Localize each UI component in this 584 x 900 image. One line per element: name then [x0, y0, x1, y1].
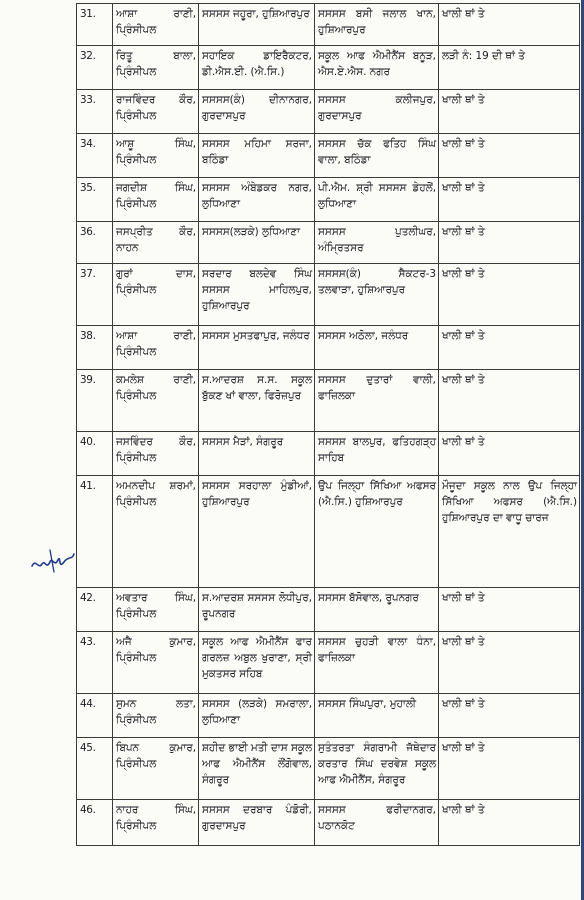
serial-number: 34.	[80, 138, 96, 150]
remarks: ਖਾਲੀ ਥਾਂ ਤੇ	[442, 182, 485, 194]
current-posting-cell	[199, 222, 315, 264]
table-row	[77, 370, 580, 432]
new-posting: ਸਸਸਸ ਫਰੀਦਾਨਗਰ, ਪਠਾਨਕੋਟ	[318, 804, 436, 832]
table-row	[77, 738, 580, 800]
current-posting-cell	[199, 800, 315, 846]
new-posting: ਸਸਸਸ ਸਿੰਘਪੁਰਾ, ਮੁਹਾਲੀ	[318, 698, 417, 710]
officer-name: ਨਾਹਰ ਸਿੰਘ, ਪ੍ਰਿੰਸੀਪਲ	[116, 804, 196, 832]
remarks: ਖਾਲੀ ਥਾਂ ਤੇ	[442, 698, 485, 710]
current-posting: ਸਹਾਇਕ ਡਾਇਰੈਕਟਰ, ਡੀ.ਐਸ.ਈ. (ਐ.ਸਿ.)	[202, 50, 312, 78]
remarks-cell	[439, 632, 580, 694]
handwritten-signature	[28, 540, 78, 580]
remarks: ਮੌਜੂਦਾ ਸਕੂਲ ਨਾਲ ਉਪ ਜਿਲ੍ਹਾ ਸਿੱਖਿਆ ਅਫਸਰ (ਐ.ਸਿ.) ਹੁਸ਼ਿਆਰਪੁਰ ਦਾ ਵਾਧੂ ਚਾਰਜ	[442, 480, 577, 524]
serial-number-cell	[77, 134, 113, 178]
serial-number: 37.	[80, 268, 96, 280]
officer-name-cell	[113, 370, 199, 432]
serial-number-cell	[77, 46, 113, 90]
new-posting-cell	[315, 694, 439, 738]
remarks-cell	[439, 134, 580, 178]
current-posting: ਸਸਸਸ(ਕੰ) ਦੀਨਾਨਗਰ, ਗੁਰਦਾਸਪੁਰ	[202, 94, 312, 122]
officer-name-cell	[113, 178, 199, 222]
current-posting: ਸਸਸਸ ਮੁਸਤਫਾਪੁਰ, ਜਲੰਧਰ	[202, 330, 310, 342]
remarks-cell	[439, 178, 580, 222]
serial-number: 41.	[80, 480, 96, 492]
remarks: ਖਾਲੀ ਥਾਂ ਤੇ	[442, 94, 485, 106]
officer-name: ਬਿਪਨ ਕੁਮਾਰ, ਪ੍ਰਿੰਸੀਪਲ	[116, 742, 196, 770]
remarks: ਖਾਲੀ ਥਾਂ ਤੇ	[442, 138, 485, 150]
table-row	[77, 632, 580, 694]
remarks-cell	[439, 264, 580, 326]
remarks-cell	[439, 476, 580, 588]
remarks-cell	[439, 432, 580, 476]
officer-name-cell	[113, 588, 199, 632]
serial-number-cell	[77, 476, 113, 588]
new-posting: ਸਕੂਲ ਆਫ ਐਮੀਨੈਂਸ ਬਨੂੜ, ਐਸ.ਏ.ਐਸ. ਨਗਰ	[318, 50, 436, 78]
current-posting-cell	[199, 90, 315, 134]
serial-number-cell	[77, 264, 113, 326]
current-posting: ਸਸਸਸ ਮੈੜਾਂ, ਸੰਗਰੂਰ	[202, 436, 284, 448]
serial-number: 38.	[80, 330, 96, 342]
serial-number: 35.	[80, 182, 96, 194]
table-row	[77, 90, 580, 134]
table-row	[77, 134, 580, 178]
serial-number: 43.	[80, 636, 96, 648]
new-posting-cell	[315, 476, 439, 588]
current-posting: ਸਕੂਲ ਆਫ ਐਮੀਨੈਂਸ ਫਾਰ ਗਰਲਜ਼ ਅਬੁਲ ਖੁਰਾਣਾ, ਸ੍ਰੀ ਮੁਕਤਸਰ ਸਹਿਬ	[202, 636, 312, 680]
new-posting: ਸੁਤੰਤਰਤਾ ਸੰਗਰਾਮੀ ਜੱਥੇਦਾਰ ਕਰਤਾਰ ਸਿੰਘ ਦਰਵੇਸ਼ ਸਕੂਲ ਆਫ ਐਮੀਨੈਂਸ, ਸੰਗਰੂਰ	[318, 742, 436, 786]
new-posting-cell	[315, 432, 439, 476]
new-posting-cell	[315, 800, 439, 846]
remarks: ਖਾਲੀ ਥਾਂ ਤੇ	[442, 436, 485, 448]
serial-number: 33.	[80, 94, 96, 106]
new-posting: ਸਸਸਸ ਬੱਸੋਵਾਲ, ਰੂਪਨਗਰ	[318, 592, 419, 604]
serial-number: 46.	[80, 804, 96, 816]
officer-name-cell	[113, 134, 199, 178]
current-posting: ਸ.ਆਦਰਸ਼ ਸਸਸਸ ਲੋਧੀਪੁਰ, ਰੂਪਨਗਰ	[202, 592, 312, 620]
current-posting-cell	[199, 178, 315, 222]
officer-name: ਗੁਰਾਂ ਦਾਸ, ਪ੍ਰਿੰਸੀਪਲ	[116, 268, 196, 296]
new-posting-cell	[315, 178, 439, 222]
current-posting-cell	[199, 476, 315, 588]
serial-number: 40.	[80, 436, 96, 448]
table-row	[77, 46, 580, 90]
remarks-cell	[439, 800, 580, 846]
current-posting: ਸਸਸਸ ਦਰਬਾਰ ਪੰਡੋਰੀ, ਗੁਰਦਾਸਪੁਰ	[202, 804, 312, 832]
new-posting-cell	[315, 632, 439, 694]
remarks: ਖਾਲੀ ਥਾਂ ਤੇ	[442, 226, 485, 238]
officer-name: ਜਸਪ੍ਰੀਤ ਕੌਰ, ਨਾਹਨ	[116, 226, 196, 254]
remarks: ਲੜੀ ਨੰ: 19 ਦੀ ਥਾਂ ਤੇ	[442, 50, 525, 62]
serial-number-cell	[77, 694, 113, 738]
remarks-cell	[439, 738, 580, 800]
current-posting: ਸਸਸਸ ਸਰਹਾਲਾ ਮੁੰਡੀਆਂ, ਹੁਸ਼ਿਆਰਪੁਰ	[202, 480, 312, 508]
current-posting: ਸਸਸਸ ਜਹੂਰਾ, ਹੁਸ਼ਿਆਰਪੁਰ	[202, 8, 310, 20]
officer-name-cell	[113, 46, 199, 90]
current-posting-cell	[199, 134, 315, 178]
new-posting-cell	[315, 588, 439, 632]
serial-number: 32.	[80, 50, 96, 62]
current-posting: ਸਸਸਸ (ਲੜਕੇ) ਸਮਰਾਲਾ, ਲੁਧਿਆਣਾ	[202, 698, 312, 726]
officer-name: ਕਮਲੇਸ਼ ਰਾਣੀ, ਪ੍ਰਿੰਸੀਪਲ	[116, 374, 196, 402]
new-posting-cell	[315, 90, 439, 134]
serial-number: 39.	[80, 374, 96, 386]
new-posting: ਸਸਸਸ ਅਠੋਲਾ, ਜਲੰਧਰ	[318, 330, 409, 342]
current-posting: ਸ.ਆਦਰਸ਼ ਸ.ਸ. ਸਕੂਲ ਬੁੱਕਣ ਖਾਂ ਵਾਲਾ, ਫਿਰੋਜ਼ਪੁਰ	[202, 374, 312, 402]
officer-name: ਆਸ਼ਾ ਰਾਣੀ, ਪ੍ਰਿੰਸੀਪਲ	[116, 330, 196, 358]
new-posting-cell	[315, 264, 439, 326]
table-row	[77, 264, 580, 326]
officer-name-cell	[113, 632, 199, 694]
new-posting-cell	[315, 326, 439, 370]
serial-number: 36.	[80, 226, 96, 238]
officer-name: ਸੁਮਨ ਲਤਾ, ਪ੍ਰਿੰਸੀਪਲ	[116, 698, 196, 726]
officer-name-cell	[113, 222, 199, 264]
current-posting: ਸਸਸਸ ਅੰਬੇਡਕਰ ਨਗਰ, ਲੁਧਿਆਣਾ	[202, 182, 312, 210]
serial-number: 45.	[80, 742, 96, 754]
officer-name-cell	[113, 326, 199, 370]
new-posting-cell	[315, 46, 439, 90]
officer-name-cell	[113, 264, 199, 326]
remarks: ਖਾਲੀ ਥਾਂ ਤੇ	[442, 742, 485, 754]
officer-name-cell	[113, 800, 199, 846]
current-posting-cell	[199, 46, 315, 90]
officer-name-cell	[113, 476, 199, 588]
remarks: ਖਾਲੀ ਥਾਂ ਤੇ	[442, 804, 485, 816]
serial-number-cell	[77, 222, 113, 264]
remarks-cell	[439, 370, 580, 432]
officer-name-cell	[113, 4, 199, 46]
table-row	[77, 326, 580, 370]
remarks: ਖਾਲੀ ਥਾਂ ਤੇ	[442, 374, 485, 386]
remarks-cell	[439, 588, 580, 632]
new-posting: ਸਸਸਸ(ਕੰ) ਸੈਕਟਰ-3 ਤਲਵਾੜਾ, ਹੁਸ਼ਿਆਰਪੁਰ	[318, 268, 436, 296]
current-posting-cell	[199, 694, 315, 738]
new-posting-cell	[315, 738, 439, 800]
current-posting-cell	[199, 264, 315, 326]
serial-number: 42.	[80, 592, 96, 604]
new-posting: ਸਸਸਸ ਦੁਤਾਰਾਂ ਵਾਲੀ, ਫਾਜ਼ਿਲਕਾ	[318, 374, 436, 402]
new-posting: ਸਸਸਸ ਕਲੀਜਪੁਰ, ਗੁਰਦਾਸਪੁਰ	[318, 94, 436, 122]
new-posting-cell	[315, 222, 439, 264]
officer-name: ਜਸਵਿੰਦਰ ਕੌਰ, ਪ੍ਰਿੰਸੀਪਲ	[116, 436, 196, 464]
table-row	[77, 178, 580, 222]
remarks-cell	[439, 46, 580, 90]
table-row	[77, 476, 580, 588]
remarks-cell	[439, 4, 580, 46]
table-row	[77, 432, 580, 476]
table-row	[77, 694, 580, 738]
serial-number-cell	[77, 90, 113, 134]
current-posting: ਸ਼ਹੀਦ ਭਾਈ ਮਤੀ ਦਾਸ ਸਕੂਲ ਆਫ ਐਮੀਨੈਂਸ ਲੌਂਗੋਵਾਲ, ਸੰਗਰੂਰ	[202, 742, 312, 786]
remarks-cell	[439, 326, 580, 370]
current-posting-cell	[199, 432, 315, 476]
current-posting: ਸਸਸਸ ਮਹਿਮਾ ਸਰਜਾ, ਬਠਿੰਡਾ	[202, 138, 312, 166]
current-posting-cell	[199, 588, 315, 632]
new-posting-cell	[315, 134, 439, 178]
officer-name-cell	[113, 738, 199, 800]
current-posting-cell	[199, 632, 315, 694]
new-posting-cell	[315, 370, 439, 432]
current-posting-cell	[199, 370, 315, 432]
officer-name: ਰਾਜਵਿੰਦਰ ਕੌਰ, ਪ੍ਰਿੰਸੀਪਲ	[116, 94, 196, 122]
new-posting: ਉਪ ਜਿਲ੍ਹਾ ਸਿੱਖਿਆ ਅਫਸਰ (ਐ.ਸਿ.) ਹੁਸ਼ਿਆਰਪੁਰ	[318, 480, 436, 508]
serial-number: 44.	[80, 698, 96, 710]
serial-number-cell	[77, 432, 113, 476]
remarks-cell	[439, 90, 580, 134]
current-posting-cell	[199, 4, 315, 46]
serial-number-cell	[77, 178, 113, 222]
table-row	[77, 4, 580, 46]
serial-number-cell	[77, 588, 113, 632]
serial-number-cell	[77, 370, 113, 432]
new-posting: ਪੀ.ਐਮ. ਸ਼੍ਰੀ ਸਸਸਸ ਡੇਹਲੋਂ, ਲੁਧਿਆਣਾ	[318, 182, 436, 210]
serial-number-cell	[77, 4, 113, 46]
serial-number-cell	[77, 326, 113, 370]
officer-name: ਅਮਨਦੀਪ ਸ਼ਰਮਾਂ, ਪ੍ਰਿੰਸੀਪਲ	[116, 480, 196, 508]
remarks: ਖਾਲੀ ਥਾਂ ਤੇ	[442, 8, 485, 20]
table-row	[77, 588, 580, 632]
officer-name: ਆਸ਼ੂ ਸਿੰਘ, ਪ੍ਰਿੰਸੀਪਲ	[116, 138, 196, 166]
officer-name-cell	[113, 694, 199, 738]
serial-number-cell	[77, 800, 113, 846]
new-posting: ਸਸਸਸ ਬਸੀ ਜਲਾਲ ਖਾਨ, ਹੁਸ਼ਿਆਰਪੁਰ	[318, 8, 436, 36]
remarks: ਖਾਲੀ ਥਾਂ ਤੇ	[442, 268, 485, 280]
officer-name: ਜਗਦੀਸ਼ ਸਿੰਘ, ਪ੍ਰਿੰਸੀਪਲ	[116, 182, 196, 210]
current-posting: ਸਰਦਾਰ ਬਲਦੇਵ ਸਿੰਘ ਸਸਸਸ ਮਾਹਿਲਪੁਰ, ਹੁਸ਼ਿਆਰਪੁਰ	[202, 268, 312, 312]
officer-name-cell	[113, 432, 199, 476]
transfer-table-body	[77, 4, 580, 846]
officer-name-cell	[113, 90, 199, 134]
remarks: ਖਾਲੀ ਥਾਂ ਤੇ	[442, 330, 485, 342]
table-row	[77, 800, 580, 846]
remarks: ਖਾਲੀ ਥਾਂ ਤੇ	[442, 592, 485, 604]
current-posting-cell	[199, 738, 315, 800]
new-posting: ਸਸਸਸ ਚੁਹੜੀ ਵਾਲਾ ਧੰਨਾ, ਫਾਜ਼ਿਲਕਾ	[318, 636, 436, 664]
new-posting: ਸਸਸਸ ਚੱਕ ਫਤਿਹ ਸਿੰਘ ਵਾਲਾ, ਬਠਿੰਡਾ	[318, 138, 436, 166]
new-posting: ਸਸਸਸ ਪੁਤਲੀਘਰ, ਅੰਮ੍ਰਿਤਸਰ	[318, 226, 436, 254]
serial-number: 31.	[80, 8, 96, 20]
new-posting: ਸਸਸਸ ਬਾਲਪੁਰ, ਫਤਿਹਗੜ੍ਹ ਸਾਹਿਬ	[318, 436, 436, 464]
remarks: ਖਾਲੀ ਥਾਂ ਤੇ	[442, 636, 485, 648]
current-posting-cell	[199, 326, 315, 370]
serial-number-cell	[77, 738, 113, 800]
remarks-cell	[439, 222, 580, 264]
table-row	[77, 222, 580, 264]
new-posting-cell	[315, 4, 439, 46]
officer-name: ਅਜੈ ਕੁਮਾਰ, ਪ੍ਰਿੰਸੀਪਲ	[116, 636, 196, 664]
current-posting: ਸਸਸਸ(ਲੜਕੇ) ਲੁਧਿਆਣਾ	[202, 226, 300, 238]
remarks-cell	[439, 694, 580, 738]
transfer-table	[76, 3, 580, 846]
officer-name: ਅਵਤਾਰ ਸਿੰਘ, ਪ੍ਰਿੰਸੀਪਲ	[116, 592, 196, 620]
serial-number-cell	[77, 632, 113, 694]
officer-name: ਆਸ਼ਾ ਰਾਣੀ, ਪ੍ਰਿੰਸੀਪਲ	[116, 8, 196, 36]
officer-name: ਰਿਤੂ ਬਾਲਾ, ਪ੍ਰਿੰਸੀਪਲ	[116, 50, 196, 78]
